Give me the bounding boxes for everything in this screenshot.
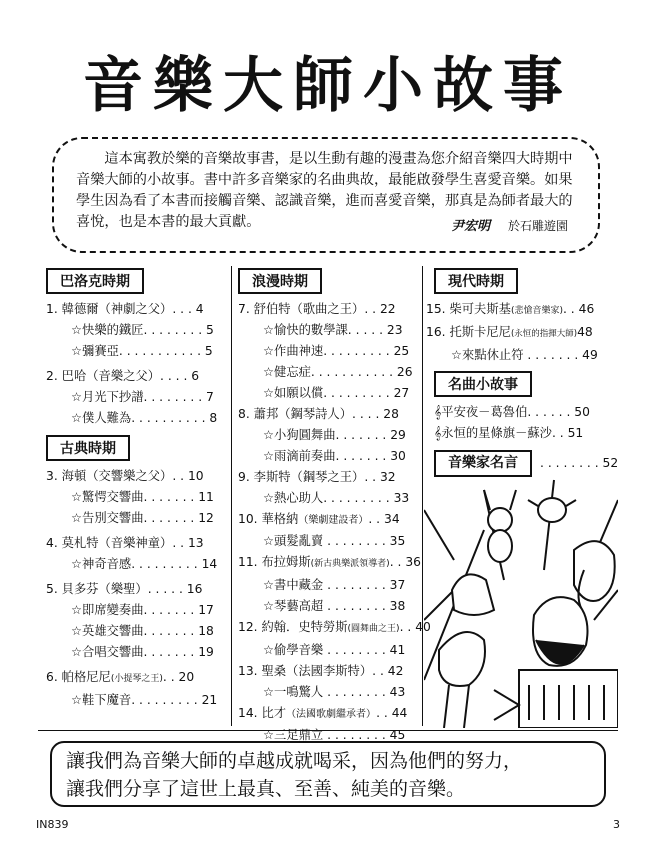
toc-entry[interactable]: 7. 舒伯特（歌曲之王）. . 22 [238,302,396,316]
entry-subtitle: (圓舞曲之王) [347,624,400,634]
section-heading-stories: 名曲小故事 [434,371,532,397]
entry-name: 14. 比才 [238,706,287,720]
entry-page: . . 44 [376,706,408,720]
toc-subentry[interactable]: ☆三足鼎立 . . . . . . . . 45 [263,728,406,742]
toc-subentry[interactable]: ☆彌賽亞. . . . . . . . . . . 5 [71,344,213,358]
toc-subentry[interactable]: ☆鞋下魔音. . . . . . . . . 21 [71,693,218,707]
toc-subentry[interactable]: ☆雨滴前奏曲. . . . . . . 30 [263,449,406,463]
toc-subentry[interactable]: ☆健忘症. . . . . . . . . . . 26 [263,365,413,379]
author-location: 於石雕遊園 [507,219,568,233]
toc-entry[interactable] [46,667,217,690]
entry-name: 12. 約翰．史特勞斯 [238,620,348,634]
entry-page: . . 36 [389,555,421,569]
toc-subentry[interactable]: ☆書中藏金 . . . . . . . . 37 [263,578,406,592]
entry-subtitle: (新古典樂派領導者) [310,559,390,569]
section-heading-quotes: 音樂家名言 [434,450,532,477]
entry-name: 15. 柴可夫斯基 [426,302,511,316]
toc-subentry[interactable]: ☆頭髮亂賣 . . . . . . . . 35 [263,534,406,548]
entry-subtitle: （樂劇建設者） [298,515,369,526]
toc-subentry[interactable]: ☆琴藝高超 . . . . . . . . 38 [263,599,406,613]
toc-subentry[interactable]: ☆愉快的數學課. . . . . 23 [263,323,403,337]
toc-entry[interactable] [238,552,431,575]
toc-entry[interactable] [238,703,431,725]
page-number: 3 [613,818,620,831]
toc-subentry[interactable]: ☆英雄交響曲. . . . . . . 18 [71,624,214,638]
entry-page: 48 [577,325,593,339]
composers-illustration [424,470,618,728]
toc-entry[interactable]: 9. 李斯特（鋼琴之王）. . 32 [238,470,396,484]
entry-name: 10. 華格納 [238,512,299,526]
toc-entry[interactable]: 13. 聖桑（法國李斯特）. . 42 [238,664,404,678]
toc-entry[interactable]: 5. 貝多芬（樂聖）. . . . . 16 [46,582,203,596]
toc-subentry[interactable]: ☆合唱交響曲. . . . . . . 19 [71,645,214,659]
entry-subtitle: (悲愴音樂家) [510,306,563,316]
entry-subtitle: (小提琴之王) [110,674,163,684]
toc-entry[interactable] [426,402,618,423]
toc-subentry[interactable]: ☆偷學音樂 . . . . . . . . 41 [263,643,406,657]
toc-entry[interactable]: 8. 蕭邦（鋼琴詩人）. . . . 28 [238,407,399,421]
toc-entry[interactable] [426,322,618,345]
toc-subentry[interactable]: ☆來點休止符 . . . . . . . 49 [451,348,598,362]
entry-page: . . 46 [562,302,595,316]
entry-page: . . . . . . . . 52 [540,456,619,470]
toc-subentry[interactable]: ☆僕人難為. . . . . . . . . . 8 [71,411,218,425]
section-heading-modern: 現代時期 [434,268,518,294]
entry-name: 6. 帕格尼尼 [46,670,111,684]
entry-name: 16. 托斯卡尼尼 [426,325,511,339]
toc-entry[interactable]: 3. 海頓（交響樂之父）. . 10 [46,469,204,483]
toc-subentry[interactable]: ☆作曲神速. . . . . . . . . 25 [263,344,410,358]
closing-line-2: 讓我們分享了這世上最真、至善、純美的音樂。 [66,778,466,800]
column-divider [231,266,232,726]
intro-text: 這本寓教於樂的音樂故事書，是以生動有趣的漫畫為您介紹音樂四大時期中音樂大師的小故事。書中許多音樂家的名曲典故，最能啟發學生喜愛音樂。如果學生因為看了本書而接觸音樂、認識音樂，進而喜愛音樂，那真是為師者最大的喜悅，也是本書的最大貢獻。 [76,151,573,230]
toc-entry[interactable] [238,617,431,640]
toc-entry[interactable]: 4. 莫札特（音樂神童）. . 13 [46,536,204,550]
page-title: 音樂大師小故事 [83,51,573,121]
treble-clef-icon: 𝄞 [434,405,442,419]
toc-column-modern [426,268,618,477]
toc-subentry[interactable]: ☆小狗圓舞曲. . . . . . . 29 [263,428,406,442]
toc-subentry[interactable]: ☆即席變奏曲. . . . . . . 17 [71,603,214,617]
treble-clef-icon: 𝄞 [434,426,442,440]
toc-subentry[interactable]: ☆快樂的鐵匠. . . . . . . . 5 [71,323,214,337]
entry-text: 永恒的星條旗－蘇沙. . 51 [441,426,584,440]
toc-entry[interactable] [238,509,431,531]
section-heading-romantic: 浪漫時期 [238,268,322,294]
entry-subtitle: (永恒的指揮大師) [510,329,578,339]
toc-subentry[interactable]: ☆一鳴驚人 . . . . . . . . 43 [263,685,406,699]
toc-column-romantic [238,268,431,746]
closing-message-box [50,741,606,807]
entry-page: . . 40 [399,620,431,634]
entry-text: 平安夜－葛魯伯. . . . . . 50 [441,405,590,419]
toc-subentry[interactable]: ☆熱心助人. . . . . . . . . 33 [263,491,410,505]
toc-column-baroque-classical [46,268,217,711]
toc-entry[interactable] [426,423,618,444]
toc-entry[interactable] [426,299,618,322]
entry-subtitle: （法國歌劇繼承者） [286,709,377,720]
author-name: 尹宏明 [451,219,491,234]
toc-entry[interactable]: 2. 巴哈（音樂之父）. . . . 6 [46,369,200,383]
entry-page: . . 20 [162,670,195,684]
toc-subentry[interactable]: ☆神奇音感. . . . . . . . . 14 [71,557,218,571]
toc-subentry[interactable]: ☆如願以償. . . . . . . . . 27 [263,386,410,400]
toc-subentry[interactable]: ☆告別交響曲. . . . . . . 12 [71,511,214,525]
toc-entry[interactable]: 1. 韓德爾（神劇之父）. . . 4 [46,302,204,316]
entry-name: 11. 布拉姆斯 [238,555,311,569]
signature [451,216,568,237]
closing-line-1: 讓我們為音樂大師的卓越成就喝采，因為他們的努力， [66,750,523,772]
entry-page: . . 34 [368,512,400,526]
intro-box [52,137,600,253]
section-heading-classical: 古典時期 [46,435,130,461]
book-code: IN839 [36,818,69,831]
toc-subentry[interactable]: ☆月光下抄譜. . . . . . . . 7 [71,390,214,404]
toc-subentry[interactable]: ☆驚愕交響曲. . . . . . . 11 [71,490,214,504]
section-heading-baroque: 巴洛克時期 [46,268,144,294]
